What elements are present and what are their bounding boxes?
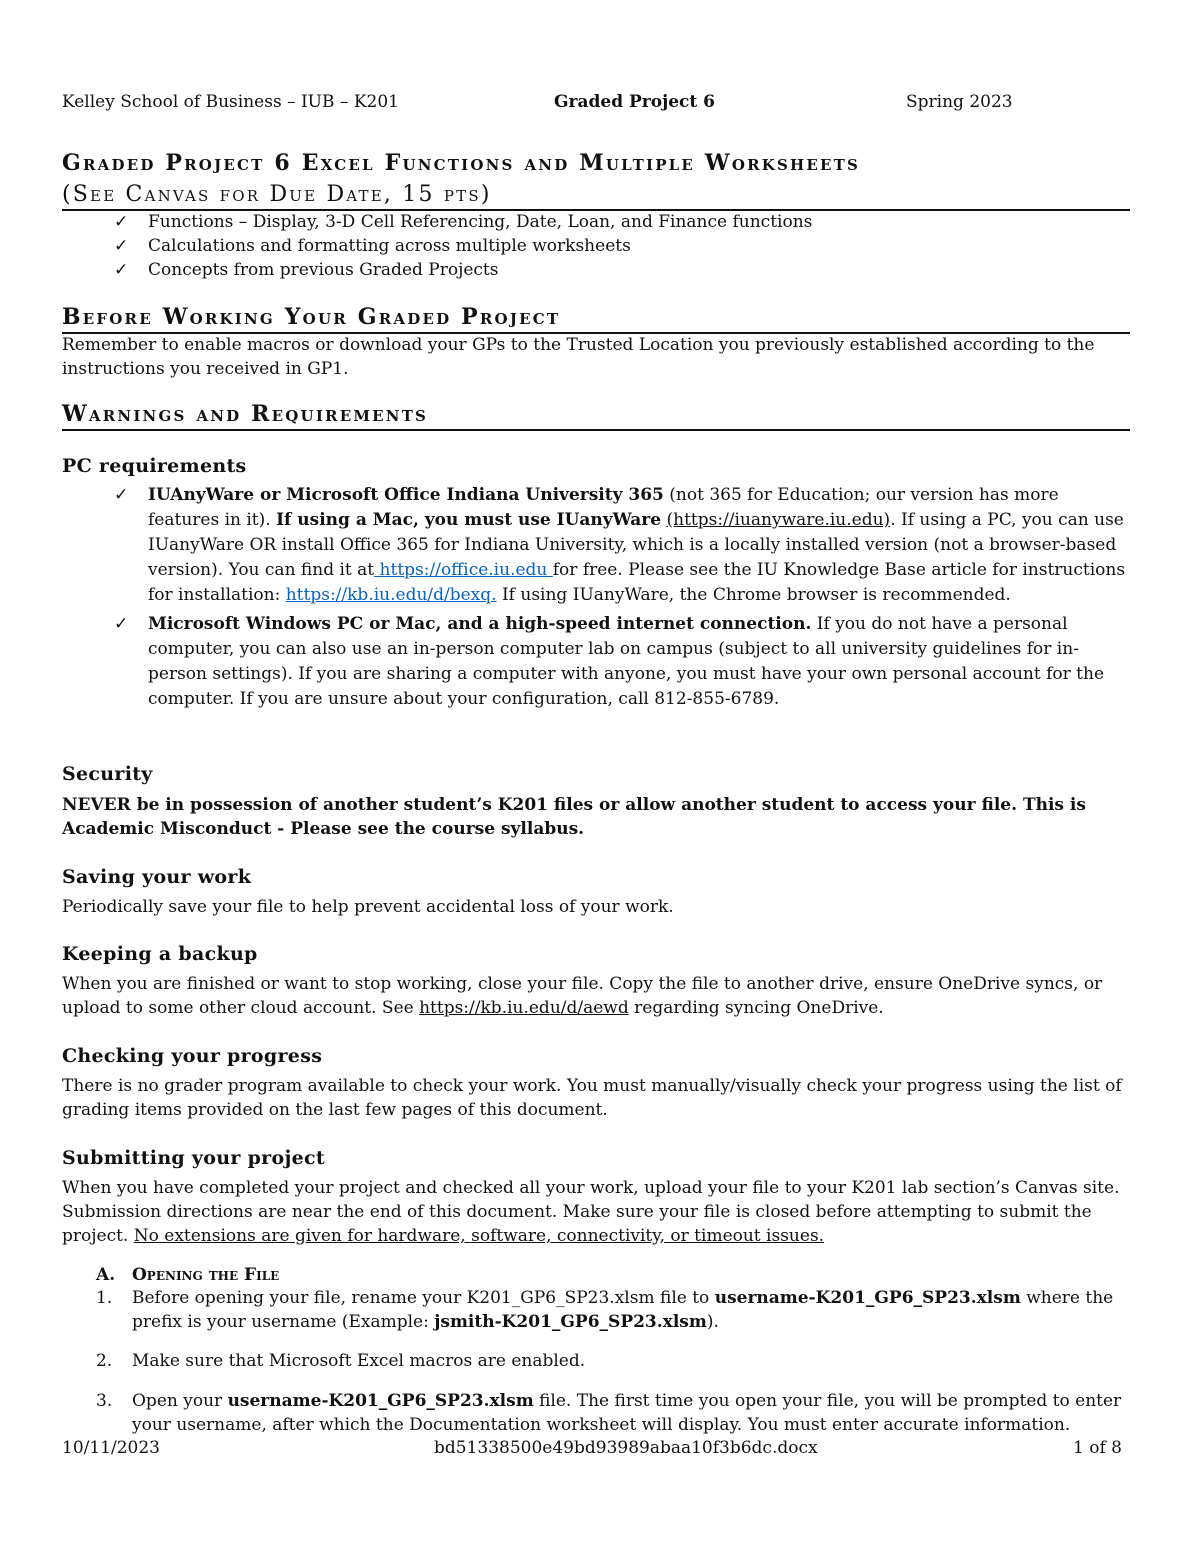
iuanyware-link[interactable]: (https://iuanyware.iu.edu) [666,510,891,530]
submitting-heading: Submitting your project [62,1147,325,1169]
warnings-rule [62,429,1130,431]
warnings-heading: Warnings and Requirements [62,401,429,427]
pc-requirements-heading: PC requirements [62,455,247,477]
list-item: ✓ Concepts from previous Graded Projects [114,260,499,280]
before-heading: Before Working Your Graded Project [62,304,561,330]
backup-text: When you are finished or want to stop working, close your file. Copy the file to another drive, ensure OneDrive syncs, or upload to some other cloud account. See https://kb.iu.edu/d/aewd regarding syncing OneDrive. [62,974,1103,1018]
kb-aewd-link[interactable]: https://kb.iu.edu/d/aewd [419,998,629,1018]
title-line-1: Graded Project 6 Excel Functions and Multiple Worksheets [62,150,861,176]
list-item: ✓ IUAnyWare or Microsoft Office Indiana University 365 (not 365 for Education; our version has more features in it). If using a Mac, you must use IUanyWare (https://iuanyware.iu.edu). If using a PC, you can use IUanyWare OR install Office 365 for Indiana University, which is a locally installed version (not a browser-based version). You can find it at https://office.iu.edu for free. Please see the IU Knowledge Base article for instructions for installation: https://kb.iu.edu/d/bexq. If using IUanyWare, the Chrome browser is recommended. [114,485,1126,605]
progress-heading: Checking your progress [62,1045,323,1067]
list-item: 1. Before opening your file, rename your K201_GP6_SP23.xlsm file to username-K201_GP6_SP23.xlsm where the prefix is your username (Example: jsmith-K201_GP6_SP23.xlsm). [96,1288,1114,1332]
list-item: ✓ Calculations and formatting across multiple worksheets [114,236,631,256]
security-text: NEVER be in possession of another student’s K201 files or allow another student to access your file. This is Academic Misconduct - Please see the course syllabus. [62,795,1086,839]
checkmark-icon: ✓ [114,260,129,280]
footer-filename: bd51338500e49bd93989abaa10f3b6dc.docx [434,1438,818,1458]
before-text: Remember to enable macros or download your GPs to the Trusted Location you previously established according to the instructions you received in GP1. [62,335,1095,379]
checkmark-icon: ✓ [114,485,129,505]
office-link[interactable]: https://office.iu.edu [374,560,553,580]
document-title [62,148,1130,210]
kb-bexq-link[interactable]: https://kb.iu.edu/d/bexq. [285,585,497,605]
document-page: Kelley School of Business – IUB – K201 Graded Project 6 Spring 2023 Graded Project 6 Excel Functions and Multiple Worksheets (See Canvas for Due Date, 15 pts) ✓ Functions – Display, 3-D Cell Referencing, Date, Loan, and Finance functions ✓ Calculations and formatting across multiple worksheets ✓ Concepts from previous Graded Projects Before Working Your Graded Project Remember to enable macros or download your GPs to the Trusted Location you previously established according to the instructions you received in GP1. Warnings and Requirements PC requirements ✓ IUAnyWare or Microsoft Office Indiana University 365 (not 365 for Education; our version has more features in it). If using a Mac, you must use IUanyWare (https://iuanyware.iu.edu). If using a PC, you can use IUanyWare OR install Office 365 for Indiana University, which is a locally installed version (not a browser-based version). You can find it at https://office.iu.edu for free. Please see the IU Knowledge Base article for instructions for installation: https://kb.iu.edu/d/bexq. If using IUanyWare, the Chrome browser is recommended. ✓ Microsoft Windows PC or Mac, and a high-speed internet connection. If you do not have a personal computer, you can also use an in-person computer lab on campus (subject to all university guidelines for in-person settings). If you are sharing a computer with anyone, you must have your own personal account for the computer. If you are unsure about your configuration, call 812-855-6789. Security NEVER be in possession of another student’s K201 files or allow another student to access your file. This is Academic Misconduct - Please see the course syllabus. Saving your work Periodically save your file to help prevent accidental loss of your work. Keeping a backup When you are finished or want to stop working, close your file. Copy the file to another drive, ensure OneDrive syncs, or upload to some other cloud account. See https://kb.iu.edu/d/aewd regarding syncing OneDrive. Checking your progress There is no grader program available to check your work. You must manually/visually check your progress using the list of grading items provided on the last few pages of this document. Submitting your project When you have completed your project and checked all your work, upload your file to your K201 lab section’s Canvas site. Submission directions are near the end of this document. Make sure your file is closed before attempting to submit the project. No extensions are given for hardware, software, connectivity, or timeout issues. A. Opening the File 1. Before opening your file, rename your K201_GP6_SP23.xlsm file to username-K201_GP6_SP23.xlsm where the prefix is your username (Example: jsmith-K201_GP6_SP23.xlsm). 2. Make sure that Microsoft Excel macros are enabled. 3. Open your username-K201_GP6_SP23.xlsm file. The first time you open your file, you will be prompted to enter your username, after which the Documentation worksheet will display. You must enter accurate information. 10/11/2023 bd51338500e49bd93989abaa10f3b6dc.docx 1 of 8 [62,0,1130,1553]
saving-heading: Saving your work [62,866,252,888]
page-header [62,92,1130,118]
security-heading: Security [62,763,153,785]
list-item: 3. Open your username-K201_GP6_SP23.xlsm file. The first time you open your file, you will be prompted to enter your username, after which the Documentation worksheet will display. You must enter accurate information. [96,1391,1122,1435]
header-right: Spring 2023 [906,92,1013,112]
pc-requirements-list [114,483,1130,716]
progress-text: There is no grader program available to check your work. You must manually/visually check your progress using the list of grading items provided on the last few pages of this document. [62,1076,1122,1120]
header-center: Graded Project 6 [554,92,715,112]
checkmark-icon: ✓ [114,212,129,232]
topics-list [114,210,812,282]
header-left: Kelley School of Business – IUB – K201 [62,92,399,112]
checkmark-icon: ✓ [114,236,129,256]
title-line-2: (See Canvas for Due Date, 15 pts) [62,182,492,207]
list-item: 2. Make sure that Microsoft Excel macros are enabled. [96,1351,586,1371]
steps-list [96,1286,1130,1437]
saving-text: Periodically save your file to help prevent accidental loss of your work. [62,897,674,917]
footer-date: 10/11/2023 [62,1438,160,1458]
footer-page-number: 1 of 8 [1073,1438,1122,1458]
backup-heading: Keeping a backup [62,943,258,965]
list-item: ✓ Microsoft Windows PC or Mac, and a high-speed internet connection. If you do not have a personal computer, you can also use an in-person computer lab on campus (subject to all university guidelines for in-person settings). If you are sharing a computer with anyone, you must have your own personal account for the computer. If you are unsure about your configuration, call 812-855-6789. [114,614,1105,709]
checkmark-icon: ✓ [114,614,129,634]
list-item: ✓ Functions – Display, 3-D Cell Referencing, Date, Loan, and Finance functions [114,212,813,232]
submitting-text: When you have completed your project and checked all your work, upload your file to your K201 lab section’s Canvas site. Submission directions are near the end of this document. Make sure your file is closed before attempting to submit the project. No extensions are given for hardware, software, connectivity, or timeout issues. [62,1178,1120,1246]
